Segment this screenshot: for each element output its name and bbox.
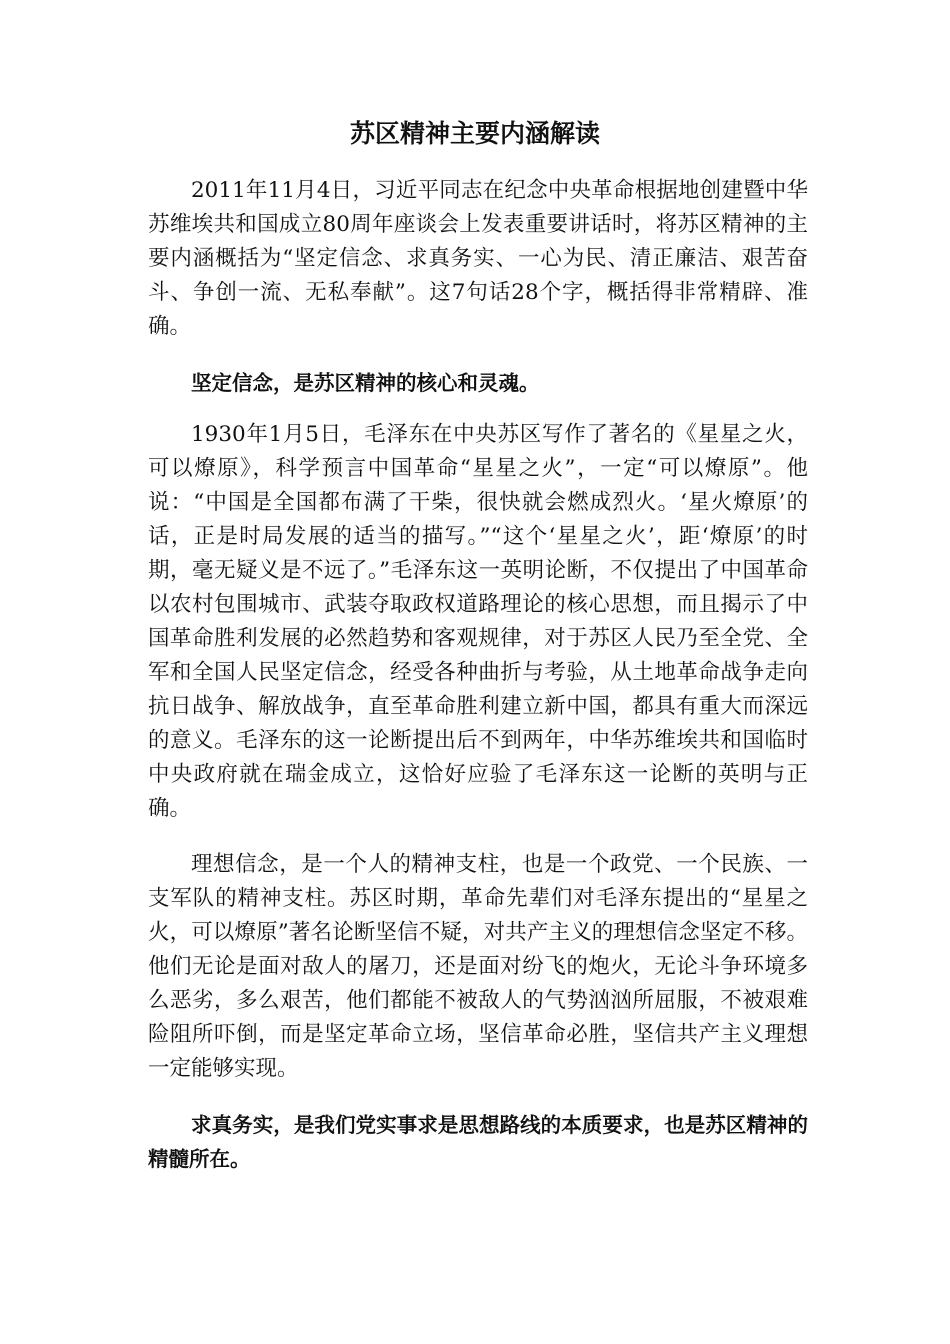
section-heading-firm-belief: 坚定信念，是苏区精神的核心和灵魂。	[191, 371, 540, 395]
intro-paragraph: 2011年11月4日，习近平同志在纪念中央革命根据地创建暨中华苏维埃共和国成立80周年座谈会上发表重要讲话时，将苏区精神的主要内涵概括为“坚定信念、求真务实、一心为民、清正廉洁、艰苦奋斗、争创一流、无私奉献”。这7句话28个字，概括得非常精辟、准确。	[148, 178, 808, 339]
body-paragraph-spark-prairie-fire: 1930年1月5日，毛泽东在中央苏区写作了著名的《星星之火，可以燎原》，科学预言中国革命“星星之火”，一定“可以燎原”。他说：“中国是全国都布满了干柴，很快就会燃成烈火。‘星火燎原’的话，正是时局发展的适当的描写。”“这个‘星星之火’，距‘燎原’的时期，毫无疑义是不远了。”毛泽东这一英明论断，不仅提出了中国革命以农村包围城市、武装夺取政权道路理论的核心思想，而且揭示了中国革命胜利发展的必然趋势和客观规律，对于苏区人民乃至全党、全军和全国人民坚定信念，经受各种曲折与考验，从土地革命战争走向抗日战争、解放战争，直至革命胜利建立新中国，都具有重大而深远的意义。毛泽东的这一论断提出后不到两年，中华苏维埃共和国临时中央政府就在瑞金成立，这恰好应验了毛泽东这一论断的英明与正确。	[148, 422, 808, 821]
section-heading-seeking-truth: 求真务实，是我们党实事求是思想路线的本质要求，也是苏区精神的精髓所在。	[148, 1113, 808, 1171]
document-title: 苏区精神主要内涵解读	[349, 119, 600, 148]
body-paragraph-ideals-beliefs: 理想信念，是一个人的精神支柱，也是一个政党、一个民族、一支军队的精神支柱。苏区时期，革命先辈们对毛泽东提出的“星星之火，可以燎原”著名论断坚信不疑，对共产主义的理想信念坚定不移。他们无论是面对敌人的屠刀，还是面对纷飞的炮火，无论斗争环境多么恶劣，多么艰苦，他们都能不被敌人的气势汹汹所屈服，不被艰难险阻所吓倒，而是坚定革命立场，坚信革命必胜，坚信共产主义理想一定能够实现。	[148, 852, 808, 1081]
